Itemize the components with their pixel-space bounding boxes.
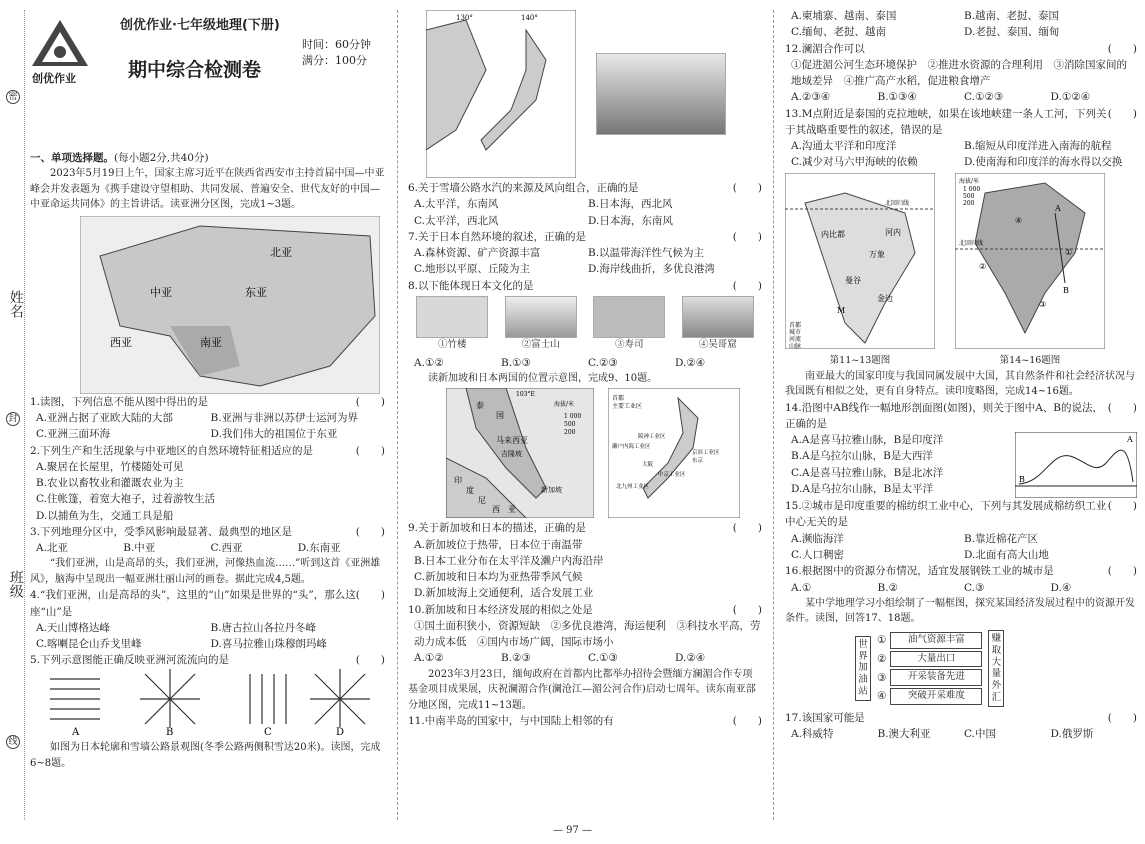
map5-label: ② — [979, 261, 987, 271]
q3-stem: 3.下列地理分区中，受季风影响最显著、最典型的地区是 — [30, 525, 293, 538]
q17-opt[interactable]: B.澳大利亚 — [877, 728, 931, 741]
map2-legend: 500 — [564, 421, 576, 429]
q17-stem: 17.该国家可能是 — [785, 712, 865, 725]
q5-label: D — [336, 726, 345, 735]
q15-opt[interactable]: D.北面有高大山地 — [964, 548, 1049, 561]
q3-answer-bracket[interactable]: ( ) — [355, 525, 385, 538]
intro-4: 读新加坡和日本两国的位置示意图，完成9、10题。 — [428, 372, 658, 384]
map5-label: 北回归线 — [959, 239, 984, 247]
q13-opt[interactable]: D.使南海和印度洋的海水得以交换 — [964, 156, 1123, 169]
flow-box: 开采装备先进 — [890, 669, 982, 686]
q12-stem: 12.澜湄合作可以 — [785, 42, 865, 55]
q16-opt[interactable]: A.① — [791, 581, 812, 594]
q3-opt[interactable]: C.西亚 — [210, 542, 243, 555]
map1-label: 西亚 — [110, 335, 132, 349]
q14-opt[interactable]: A.A是喜马拉雅山脉，B是印度洋 — [791, 434, 944, 447]
q5-label: B — [166, 726, 174, 735]
map2-label: 马来西亚 — [496, 436, 528, 446]
map5-label: ③ — [1039, 299, 1047, 309]
map3-label: 濑户内海工业区 — [612, 444, 651, 451]
q15-opt[interactable]: C.人口稠密 — [791, 548, 844, 561]
q10-stem: 10.新加坡和日本经济发展的相似之处是 — [408, 603, 593, 616]
q12-opt[interactable]: D.①②④ — [1050, 91, 1091, 104]
q16-opt[interactable]: D.④ — [1050, 581, 1072, 594]
japan-map — [426, 10, 576, 178]
logo-text: 创优作业 — [32, 72, 76, 85]
q15-stem: 15.②城市是印度重要的棉纺织工业中心，下列与其发展成棉纺织工业中心无关的是 — [785, 500, 1107, 529]
q13-opt[interactable]: B.缩短从印度洋进入南海的航程 — [964, 140, 1112, 153]
page-title: 期中综合检测卷 — [128, 59, 262, 81]
q8-stem: 8.以下能体现日本文化的是 — [408, 279, 534, 292]
flow-box: 油气资源丰富 — [890, 632, 982, 649]
map3-label: 中京工业区 — [658, 472, 686, 479]
photo-sushi — [593, 296, 665, 338]
map4-label: 万象 — [869, 249, 885, 259]
flow-num: ③ — [877, 671, 887, 684]
page-number: — 97 — — [552, 824, 593, 836]
q2-answer-bracket[interactable]: ( ) — [355, 444, 385, 457]
q5-stem: 5.下列示意图能正确反映亚洲河流流向的是 — [30, 654, 230, 667]
intro-7: 某中学地理学习小组绘制了一幅框图，探究某国经济发展过程中的资源开发条件。读图，回答17、18题。 — [785, 597, 1135, 625]
q13-opt[interactable]: C.减少对马六甲海峡的依赖 — [791, 156, 918, 169]
photo-caption: ④吴哥窟 — [698, 338, 737, 350]
q5-label: A — [72, 726, 80, 735]
q8-opt[interactable]: D.②④ — [675, 356, 706, 369]
q12-answer-bracket[interactable]: ( ) — [1107, 42, 1137, 55]
q6-opt[interactable]: C.太平洋，西北风 — [414, 214, 499, 227]
map5-legend: 500 — [963, 192, 975, 200]
flow-num: ② — [877, 652, 887, 665]
q13-opt[interactable]: A.沟通太平洋和印度洋 — [791, 140, 897, 153]
map2-label: 吉隆坡 — [501, 450, 522, 459]
brand-title: 创优作业·七年级地理(下册) — [120, 18, 280, 33]
map4-label: 内比都 — [821, 229, 845, 239]
q3-opt[interactable]: D.东南亚 — [297, 542, 341, 555]
flow-right: 赚取大量外汇 — [988, 630, 1004, 707]
q16-opt[interactable]: B.② — [877, 581, 898, 594]
intro-1: 2023年5月19日上午，国家主席习近平在陕西省西安市主持首届中国—中亚峰会并发表题为《携手建设守望相助、共同发展、普遍安全、世代友好的中国—中亚命运共同体》的主旨讲话。读亚洲分区图，完成1~3题。 — [30, 168, 385, 211]
intro-5: 2023年3月23日，缅甸政府在首都内比都举办招待会暨缅方澜湄合作专项基金项目成果展，庆祝澜湄合作(澜沧江—湄公河合作)启动七周年。读东南亚部分地区图，完成11~13题。 — [408, 668, 756, 711]
map5-legend: 200 — [963, 199, 975, 207]
map4-legend: 首都 — [789, 321, 802, 329]
q9-opt[interactable]: B.日本工业分布在太平洋及濑户内海沿岸 — [414, 554, 604, 567]
map4-label: 河内 — [885, 227, 901, 237]
q7-stem: 7.关于日本自然环境的叙述，正确的是 — [408, 230, 587, 243]
map5-caption: 第14~16题图 — [999, 354, 1061, 366]
river-flow-diagrams — [30, 669, 380, 735]
logo-icon — [30, 18, 90, 70]
q17-opt[interactable]: A.科威特 — [791, 728, 834, 741]
map2-label: 印 — [454, 476, 462, 486]
q11-stem: 11.中南半岛的国家中，与中国陆上相邻的有 — [408, 715, 614, 728]
q1-opt[interactable]: D.我们伟大的祖国位于东亚 — [210, 428, 338, 441]
q10-opt[interactable]: C.①③ — [588, 652, 618, 665]
q10-body: ①国土面积狭小，资源短缺 ②多优良港湾，海运便利 ③科技水平高，劳动力成本低 ④国内市场广阔，国际市场小 — [414, 619, 761, 649]
flow-box: 突破开采难度 — [890, 688, 982, 705]
map2-label: 西 — [492, 505, 500, 515]
q16-stem: 16.根据图中的资源分布情况，适宜发展钢铁工业的城市是 — [785, 565, 1054, 578]
profile-label: B — [1019, 475, 1025, 485]
q17-opt[interactable]: D.俄罗斯 — [1050, 728, 1094, 741]
q9-answer-bracket[interactable]: ( ) — [732, 522, 762, 535]
map3-legend: 首都 — [612, 395, 625, 403]
map2-lon: 103°E — [516, 391, 535, 399]
q8-opt[interactable]: B.①③ — [501, 356, 531, 369]
flow-num: ④ — [877, 690, 887, 703]
q6-answer-bracket[interactable]: ( ) — [732, 182, 762, 194]
map2-legend-title: 海拔/米 — [554, 401, 575, 409]
map3-label: 东京 — [692, 458, 704, 465]
q7-opt[interactable]: B.以温带海洋性气候为主 — [588, 247, 705, 260]
column-1 — [30, 8, 385, 822]
q8-answer-bracket[interactable]: ( ) — [732, 279, 762, 292]
map4-label: 曼谷 — [845, 275, 861, 285]
q2-opt[interactable]: D.以捕鱼为生，交通工具是船 — [36, 509, 174, 522]
q8-opt[interactable]: C.②③ — [588, 356, 618, 369]
map4-label: M — [837, 305, 846, 315]
q9-opt[interactable]: D.新加坡海上交通便利，适合发展工业 — [414, 587, 594, 600]
flow-num: ① — [877, 634, 887, 647]
column-2 — [408, 8, 762, 822]
q17-answer-bracket[interactable]: ( ) — [1107, 712, 1137, 725]
q15-opt[interactable]: A.濒临海洋 — [791, 532, 844, 545]
map5-legend: 1 000 — [963, 185, 981, 193]
map3-label: 阪神工业区 — [638, 434, 666, 441]
flow-box: 大量出口 — [890, 651, 982, 668]
seal-mark-mid: 封 — [6, 412, 20, 426]
flow-diagram — [855, 630, 1137, 707]
q14-stem: 14.沿图中AB线作一幅地形剖面图(如图)，则关于图中A、B的说法，正确的是 — [785, 401, 1103, 430]
map2-label: 国 — [496, 411, 504, 421]
q5-answer-bracket[interactable]: ( ) — [355, 654, 385, 667]
map4-caption: 第11~13题图 — [829, 354, 891, 366]
q1-answer-bracket[interactable]: ( ) — [355, 395, 385, 408]
photo-caption: ①竹楼 — [437, 338, 467, 350]
map2-label: 度 — [466, 486, 474, 496]
asia-map — [80, 216, 380, 394]
map2-label: 泰 — [476, 401, 484, 411]
q8-opt[interactable]: A.①② — [414, 356, 444, 369]
map2-legend: 1 000 — [564, 413, 582, 421]
q2-opt[interactable]: A.聚居在长屋里，竹楼随处可见 — [36, 460, 184, 473]
map5-label: B — [1063, 285, 1069, 295]
map4-legend: 山脉 — [789, 342, 802, 349]
q11-opt[interactable]: D.老挝、泰国、缅甸 — [964, 26, 1060, 39]
q9-opt[interactable]: C.新加坡和日本均为亚热带季风气候 — [414, 571, 583, 584]
q2-stem: 2.下列生产和生活现象与中亚地区的自然环境特征相适应的是 — [30, 444, 314, 457]
map5-label: A — [1055, 203, 1061, 213]
q1-stem: 1.读图，下列信息不能从图中得出的是 — [30, 395, 209, 408]
q11-opt[interactable]: B.越南、老挝、泰国 — [964, 10, 1060, 22]
section-title: 一、单项选择题。 — [30, 152, 114, 164]
q7-opt[interactable]: A.森林资源、矿产资源丰富 — [414, 247, 541, 260]
map4-legend: 城市 — [789, 328, 802, 336]
map3-label: 大阪 — [642, 462, 654, 469]
q10-opt[interactable]: D.②④ — [675, 652, 706, 665]
q5-label: C — [264, 726, 272, 735]
map4-label: 金边 — [877, 293, 893, 303]
q2-opt[interactable]: C.住帐篷，着宽大袍子，过着游牧生活 — [36, 493, 215, 506]
section-note: (每小题2分,共40分) — [114, 152, 209, 164]
india-map — [955, 173, 1105, 349]
q6-opt[interactable]: D.日本海，东南风 — [588, 214, 673, 227]
photo-angkor-wat — [682, 296, 754, 338]
map-lon-label: 130° — [456, 14, 473, 22]
flow-left: 世界加油站 — [855, 636, 871, 701]
q1-opt[interactable]: B.亚洲与非洲以苏伊士运河为界 — [210, 412, 359, 425]
seal-mark-top: 密 — [6, 90, 20, 104]
q16-answer-bracket[interactable]: ( ) — [1107, 565, 1137, 578]
q4-opt[interactable]: B.唐古拉山各拉丹冬峰 — [210, 621, 317, 634]
snow-wall-photo — [596, 53, 726, 135]
photo-caption: ③寿司 — [614, 338, 644, 350]
time-label: 时间：60分钟 — [302, 38, 371, 51]
map1-label: 北亚 — [270, 245, 292, 259]
map-lon-label: 140° — [521, 14, 538, 22]
q7-answer-bracket[interactable]: ( ) — [732, 230, 762, 243]
class-label: 班级 — [7, 570, 24, 598]
q12-opt[interactable]: A.②③④ — [791, 91, 831, 104]
header — [30, 8, 385, 108]
photo-bamboo-house — [416, 296, 488, 338]
q15-opt[interactable]: B.靠近棉花产区 — [964, 532, 1039, 545]
japan-industry-map — [608, 388, 740, 518]
q13-stem: 13.M点附近是泰国的克拉地峡，如果在该地峡建一条人工河，下列关于其战略重要性的叙述，错误的是 — [785, 107, 1107, 136]
q9-stem: 9.关于新加坡和日本的描述，正确的是 — [408, 522, 587, 535]
q11-opt[interactable]: C.缅甸、老挝、越南 — [791, 26, 886, 39]
q4-answer-bracket[interactable]: ( ) — [355, 589, 385, 602]
q14-opt[interactable]: C.A是喜马拉雅山脉，B是北冰洋 — [791, 466, 944, 479]
q14-answer-bracket[interactable]: ( ) — [1107, 401, 1137, 414]
q17-opt[interactable]: C.中国 — [964, 728, 996, 741]
q14-opt[interactable]: B.A是乌拉尔山脉，B是大西洋 — [791, 450, 933, 463]
q11-opt[interactable]: A.柬埔寨、越南、泰国 — [791, 10, 897, 22]
q9-opt[interactable]: A.新加坡位于热带，日本位于南温带 — [414, 538, 583, 551]
photo-mount-fuji — [505, 296, 577, 338]
intro-2: “我们亚洲，山是高昂的头，我们亚洲，河像热血流……”听到这首《亚洲雄风》，脑海中呈现出一幅亚洲壮丽山河的画卷。据此完成4,5题。 — [30, 558, 381, 585]
q15-answer-bracket[interactable]: ( ) — [1107, 500, 1137, 513]
map1-label: 东亚 — [245, 285, 267, 299]
q10-opt[interactable]: B.②③ — [501, 652, 531, 665]
q10-opt[interactable]: A.①② — [414, 652, 444, 665]
map5-label: ① — [1065, 247, 1073, 257]
q16-opt[interactable]: C.③ — [964, 581, 985, 594]
intro-3: 如图为日本轮廓和雪墙公路景观图(冬季公路两侧积雪达20米)。读图，完成6~8题。 — [30, 742, 381, 769]
q4-opt[interactable]: D.喜马拉雅山珠穆朗玛峰 — [210, 638, 327, 651]
q1-opt[interactable]: A.亚洲占据了亚欧大陆的大部 — [36, 412, 173, 425]
map2-legend: 200 — [564, 429, 576, 437]
q6-opt[interactable]: B.日本海，西北风 — [588, 198, 673, 211]
q7-opt[interactable]: D.海岸线曲折，多优良港湾 — [588, 263, 715, 276]
intro-6: 南亚最大的国家印度与我国同属发展中大国，其自然条件和社会经济状况与我国既有相似之处，更有自身特点。读印度略图，完成14~16题。 — [785, 370, 1135, 398]
q1-opt[interactable]: C.亚洲三面环海 — [36, 428, 110, 441]
q7-opt[interactable]: C.地形以平原、丘陵为主 — [414, 263, 530, 276]
q3-opt[interactable]: A.北亚 — [36, 542, 68, 555]
map1-label: 中亚 — [150, 285, 172, 299]
q6-stem: 6.关于雪墙公路水汽的来源及风向组合，正确的是 — [408, 182, 639, 194]
map4-legend: 河流 — [789, 335, 802, 343]
name-label: 姓名 — [7, 290, 24, 318]
map2-label: 尼 — [478, 496, 486, 506]
singapore-map — [446, 388, 594, 518]
q3-opt[interactable]: B.中亚 — [123, 542, 156, 555]
q6-opt[interactable]: A.太平洋，东南风 — [414, 198, 499, 211]
q4-stem: 4.“我们亚洲，山是高昂的头”，这里的“山”如果是世界的“头”，那么这座“山”是 — [30, 589, 356, 618]
southeast-asia-map — [785, 173, 935, 349]
map5-label: ④ — [1015, 215, 1023, 225]
map3-label: 京滨工业区 — [692, 450, 720, 457]
q4-opt[interactable]: A.天山博格达峰 — [36, 621, 110, 634]
q13-answer-bracket[interactable]: ( ) — [1107, 107, 1137, 120]
q2-opt[interactable]: B.农业以畜牧业和灌溉农业为主 — [36, 477, 184, 490]
map3-label: 北九州工业区 — [616, 484, 650, 491]
map1-label: 南亚 — [200, 335, 222, 349]
map4-label: 北回归线 — [885, 199, 910, 207]
profile-label: A — [1127, 435, 1133, 445]
map2-label: 亚 — [508, 505, 516, 515]
q12-opt[interactable]: C.①②③ — [964, 91, 1004, 104]
map5-legend-title: 海拔/米 — [959, 177, 980, 185]
column-3 — [785, 8, 1137, 822]
q10-answer-bracket[interactable]: ( ) — [732, 603, 762, 616]
q12-body: ①促进湄公河生态环境保护 ②推进水资源的合理利用 ③消除国家间的地域差异 ④推广高产水稻，促进粮食增产 — [791, 58, 1127, 88]
map2-label: 新加坡 — [541, 486, 562, 495]
q12-opt[interactable]: B.①③④ — [877, 91, 917, 104]
q14-opt[interactable]: D.A是乌拉尔山脉，B是太平洋 — [791, 482, 934, 495]
map3-legend: 主要工业区 — [612, 403, 643, 411]
score-label: 满分：100分 — [302, 54, 367, 67]
seal-mark-bottom: 线 — [6, 735, 20, 749]
q4-opt[interactable]: C.喀喇昆仑山乔戈里峰 — [36, 638, 142, 651]
terrain-profile — [1015, 432, 1137, 498]
photo-caption: ②富士山 — [521, 338, 560, 350]
q11-answer-bracket[interactable]: ( ) — [732, 715, 762, 728]
